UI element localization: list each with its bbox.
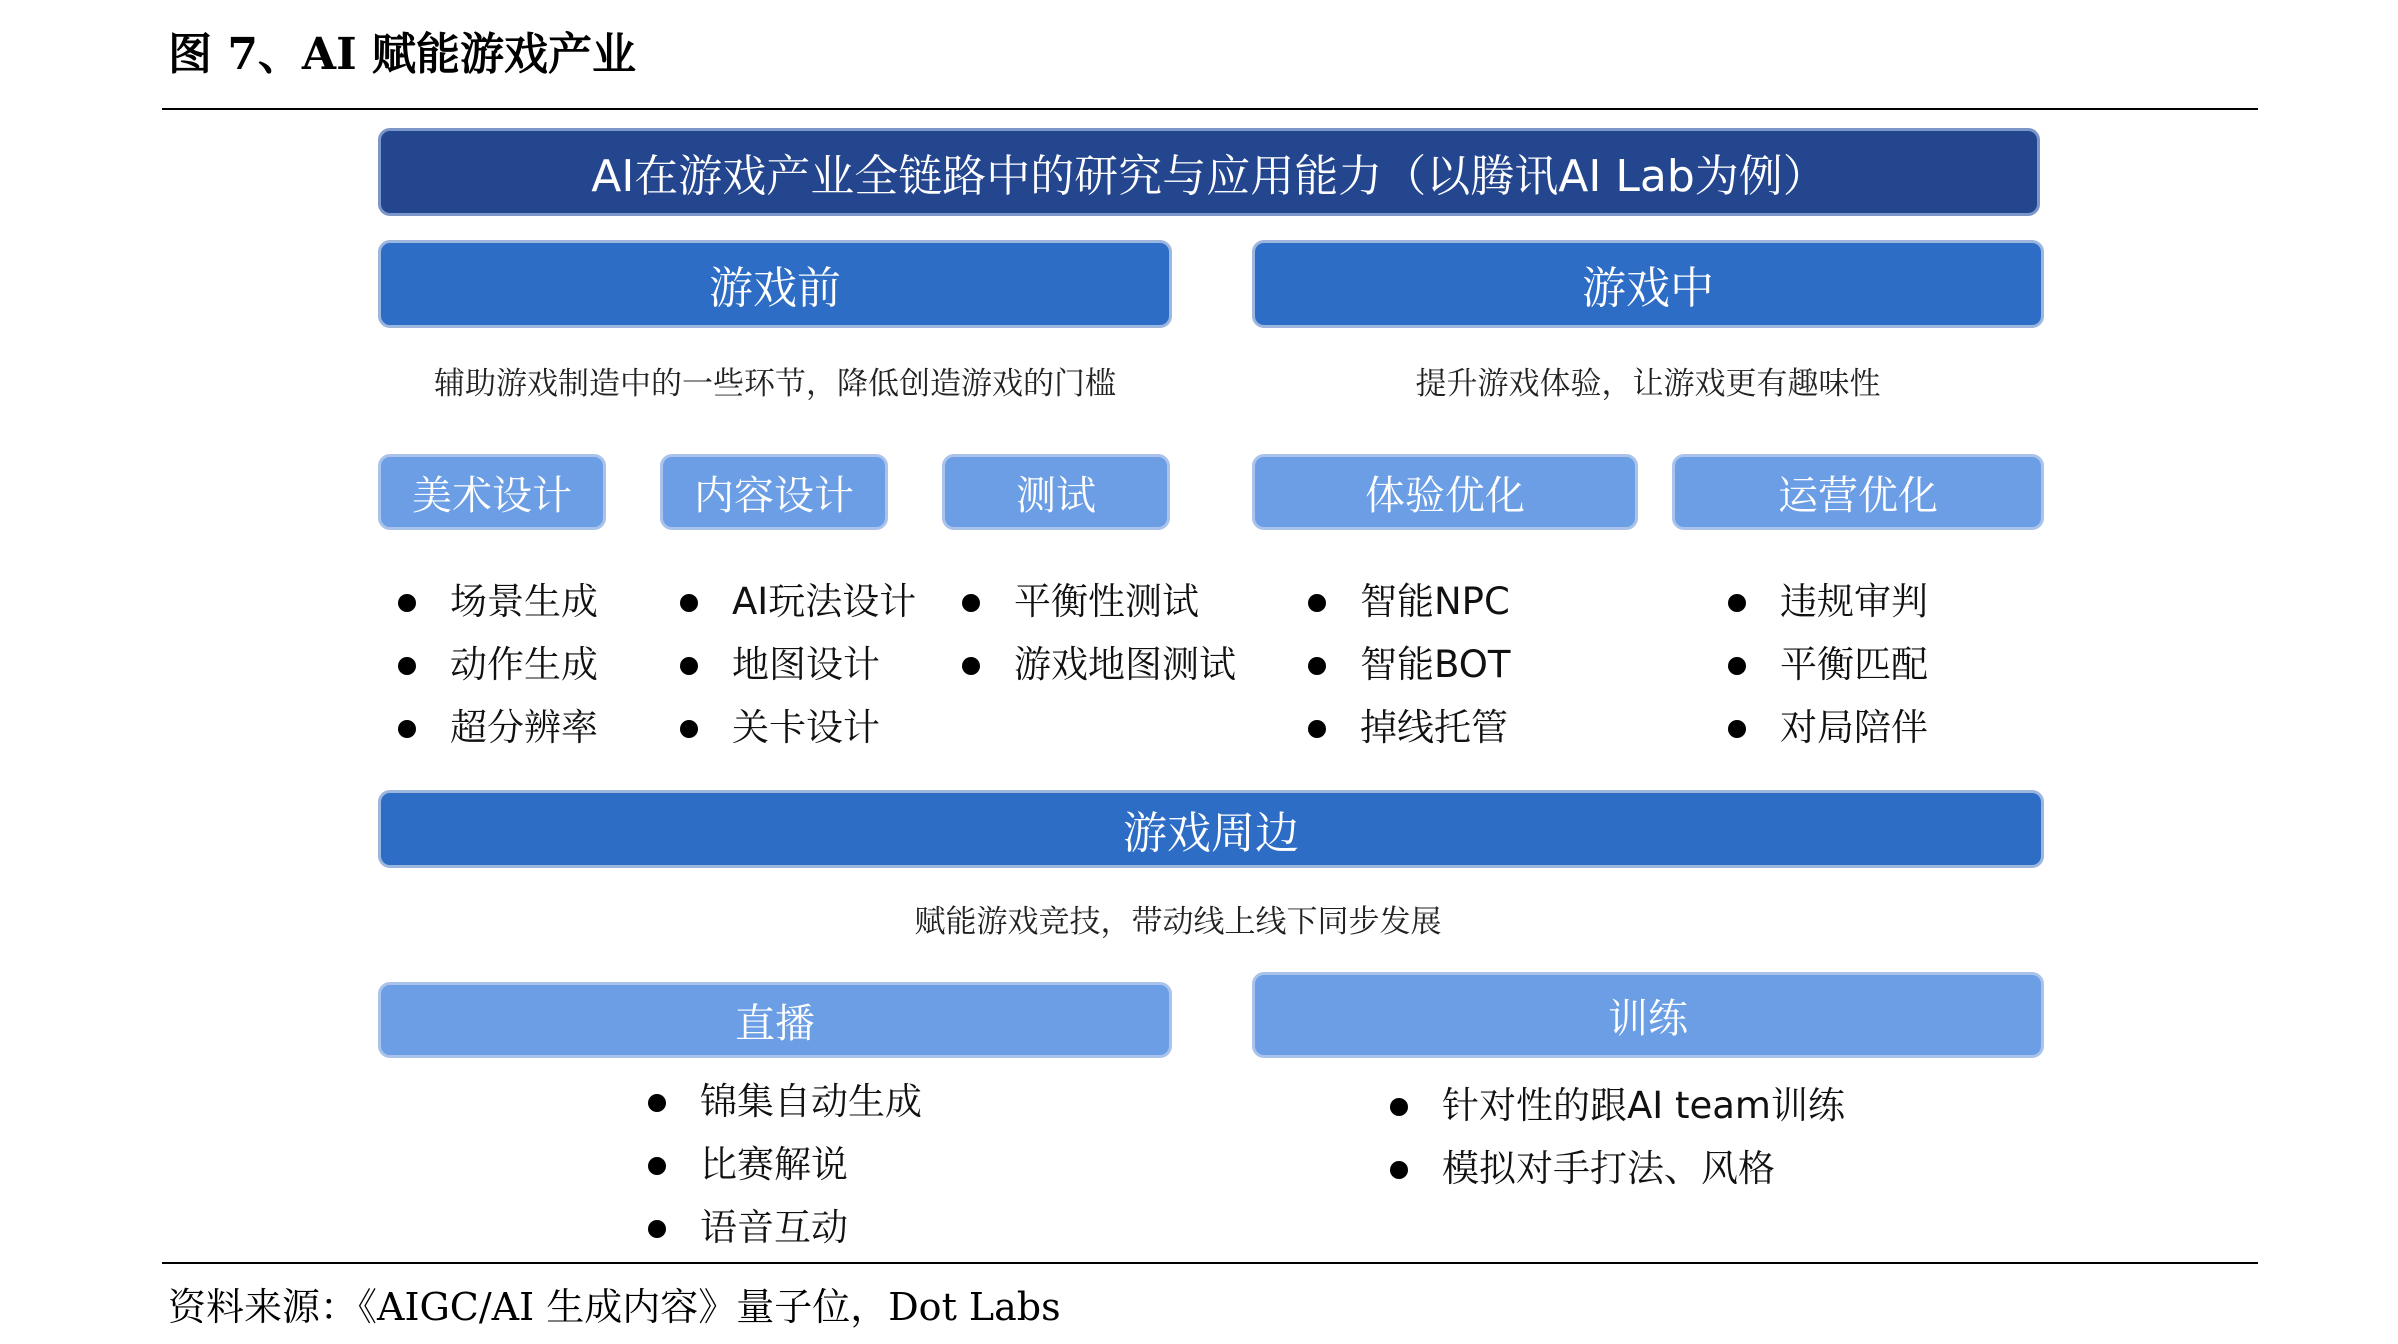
before-game-box: 游戏前 [378,240,1172,328]
list-item: 场景生成 [398,570,598,633]
around-game-description: 赋能游戏竞技，带动线上线下同步发展 [914,904,1442,940]
content-design-list [680,570,916,759]
list-item: 关卡设计 [680,696,916,759]
list-item: 比赛解说 [648,1133,922,1196]
source-note: 资料来源：《AIGC/AI 生成内容》量子位，Dot Labs [168,1285,1061,1329]
bottom-rule [162,1262,2258,1264]
list-item: 动作生成 [398,633,598,696]
category-operation-optimization: 运营优化 [1672,454,2044,530]
experience-optimization-list [1308,570,1510,759]
live-streaming-list [648,1070,922,1259]
header-box: AI在游戏产业全链路中的研究与应用能力（以腾讯AI Lab为例） [378,128,2040,216]
category-experience-optimization: 体验优化 [1252,454,1638,530]
list-item: 模拟对手打法、风格 [1390,1137,1845,1200]
category-content-design: 内容设计 [660,454,888,530]
list-item: 掉线托管 [1308,696,1510,759]
list-item: 游戏地图测试 [962,633,1236,696]
list-item: 超分辨率 [398,696,598,759]
around-game-box: 游戏周边 [378,790,2044,868]
list-item: 针对性的跟AI team训练 [1390,1074,1845,1137]
list-item: AI玩法设计 [680,570,916,633]
top-rule [162,108,2258,110]
figure-title: 图 7、AI 赋能游戏产业 [168,29,636,80]
training-list [1390,1074,1845,1200]
list-item: 智能BOT [1308,633,1510,696]
category-training: 训练 [1252,972,2044,1058]
operation-optimization-list [1728,570,1928,759]
list-item: 对局陪伴 [1728,696,1928,759]
list-item: 语音互动 [648,1196,922,1259]
list-item: 违规审判 [1728,570,1928,633]
list-item: 平衡匹配 [1728,633,1928,696]
in-game-description: 提升游戏体验，让游戏更有趣味性 [1415,366,1881,402]
list-item: 平衡性测试 [962,570,1236,633]
category-art-design: 美术设计 [378,454,606,530]
category-live-streaming: 直播 [378,982,1172,1058]
list-item: 地图设计 [680,633,916,696]
before-game-description: 辅助游戏制造中的一些环节，降低创造游戏的门槛 [434,366,1116,402]
list-item: 智能NPC [1308,570,1510,633]
list-item: 锦集自动生成 [648,1070,922,1133]
art-design-list [398,570,598,759]
testing-list [962,570,1236,696]
category-testing: 测试 [942,454,1170,530]
in-game-box: 游戏中 [1252,240,2044,328]
